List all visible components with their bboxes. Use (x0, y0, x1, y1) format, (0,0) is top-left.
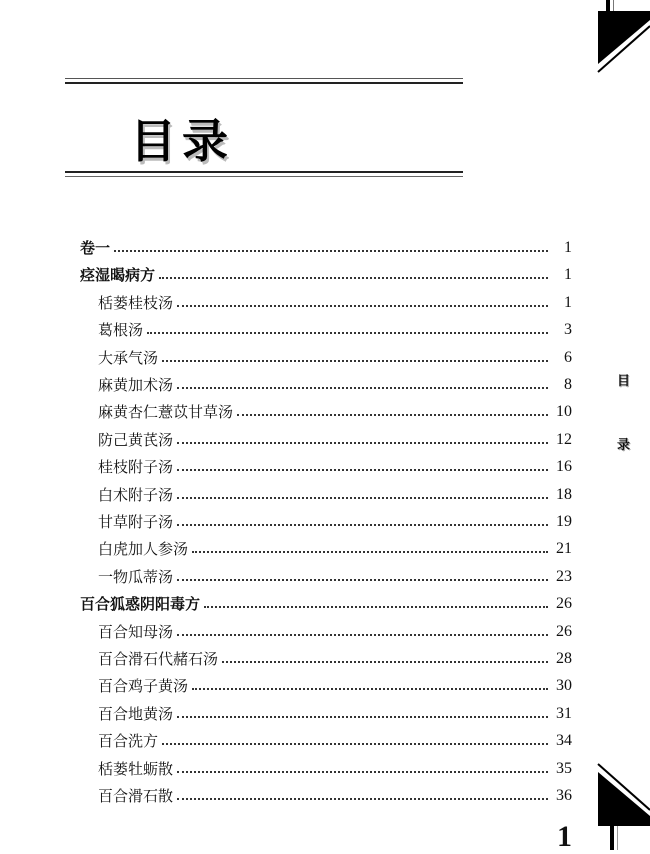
toc-entry-page: 18 (556, 485, 572, 503)
dot-leader (204, 605, 548, 608)
dot-leader (162, 742, 548, 745)
header-rule-top-thick (65, 82, 463, 84)
toc-entry-page: 30 (556, 677, 572, 695)
toc-entry-page: 1 (564, 266, 572, 284)
page-number: 1 (557, 820, 572, 853)
toc-entry-page: 28 (556, 650, 572, 667)
dot-leader (192, 687, 548, 690)
toc-entry[interactable] (98, 702, 572, 724)
toc-entry-page: 19 (556, 513, 572, 530)
toc-section-entry[interactable] (80, 592, 572, 614)
toc-entry-label: 百合知母汤 (98, 622, 174, 641)
toc-entry-page: 1 (564, 239, 572, 256)
toc-section-entry[interactable] (80, 236, 572, 258)
toc-entry-page: 26 (556, 595, 572, 613)
toc-entry-label: 百合洗方 (98, 732, 159, 751)
toc-entry-page: 1 (564, 293, 572, 311)
toc-entry-label: 百合鸡子黄汤 (98, 677, 189, 696)
toc-entry-label: 麻黄杏仁薏苡甘草汤 (98, 403, 234, 422)
side-tab-char-1: 目 (617, 374, 631, 389)
toc-entry[interactable] (98, 318, 572, 340)
toc-entry-label: 百合滑石散 (98, 787, 174, 805)
toc-entry[interactable] (98, 757, 572, 779)
toc-entry-label: 一物瓜蒂汤 (98, 567, 174, 586)
dot-leader (177, 468, 548, 471)
toc-entry-page: 35 (556, 759, 572, 777)
toc-entry[interactable] (98, 784, 572, 806)
toc-entry-label: 百合滑石代赭石汤 (98, 650, 219, 668)
toc-entry[interactable] (98, 291, 572, 313)
toc-entry-page: 8 (564, 376, 572, 393)
toc-entry-page: 12 (556, 430, 572, 448)
toc-entry-page: 26 (556, 622, 572, 640)
dot-leader (147, 331, 548, 334)
toc-entry-label: 百合地黄汤 (98, 704, 174, 723)
toc-entry-page: 34 (556, 732, 572, 750)
dot-leader (177, 578, 548, 581)
header-rule-top-thin (65, 78, 463, 79)
dot-leader (222, 660, 548, 663)
toc-entry-label: 葛根汤 (98, 321, 144, 340)
dot-leader (237, 413, 548, 416)
dot-leader (177, 770, 548, 773)
toc-section-entry[interactable] (80, 263, 572, 285)
toc-entry-label: 甘草附子汤 (98, 513, 174, 531)
toc-entry-page: 23 (556, 567, 572, 585)
toc-entry[interactable] (98, 510, 572, 532)
toc-entry-page: 31 (556, 704, 572, 722)
dot-leader (177, 715, 548, 718)
toc-entry-label: 白虎加人参汤 (98, 540, 189, 559)
toc-entry[interactable] (98, 400, 572, 422)
toc-entry-page: 10 (556, 403, 572, 421)
corner-ornament-bottom-icon (590, 750, 650, 850)
dot-leader (177, 304, 548, 307)
toc-entry-label: 栝蒌桂枝汤 (98, 293, 174, 312)
side-tab-char-2: 录 (617, 438, 631, 453)
dot-leader (177, 633, 548, 636)
toc-entry-label: 防己黄芪汤 (98, 430, 174, 449)
dot-leader (159, 276, 548, 279)
toc-entry-label: 痉湿暍病方 (80, 266, 156, 285)
toc-entry-label: 桂枝附子汤 (98, 458, 174, 477)
toc-entry-label: 大承气汤 (98, 348, 159, 367)
toc-entry[interactable] (98, 647, 572, 669)
header-rule-bottom-thick (65, 171, 463, 173)
page-title: 目录 (130, 114, 234, 168)
dot-leader (192, 550, 548, 553)
toc-entry-label: 白术附子汤 (98, 485, 174, 504)
toc-entry[interactable] (98, 565, 572, 587)
dot-leader (177, 386, 548, 389)
toc-entry-page: 16 (556, 458, 572, 476)
dot-leader (177, 441, 548, 444)
toc-entry[interactable] (98, 620, 572, 642)
toc-entry[interactable] (98, 428, 572, 450)
toc-entry[interactable] (98, 455, 572, 477)
dot-leader (177, 523, 548, 526)
dot-leader (114, 249, 548, 252)
toc-entry-page: 36 (556, 787, 572, 804)
toc-entry-label: 栝蒌牡蛎散 (98, 759, 174, 778)
toc-entry[interactable] (98, 729, 572, 751)
dot-leader (162, 359, 548, 362)
toc-entry-page: 3 (564, 321, 572, 339)
toc-entry[interactable] (98, 674, 572, 696)
toc-entry-label: 百合狐惑阴阳毒方 (80, 595, 201, 614)
toc-entry[interactable] (98, 483, 572, 505)
header-rule-bottom-thin (65, 176, 463, 177)
toc-entry[interactable] (98, 373, 572, 395)
toc-entry-label: 卷一 (80, 239, 111, 257)
dot-leader (177, 496, 548, 499)
toc-entry-page: 6 (564, 348, 572, 366)
corner-ornament-top-icon (590, 0, 650, 75)
toc-entry[interactable] (98, 346, 572, 368)
dot-leader (177, 797, 548, 800)
toc-entry-label: 麻黄加术汤 (98, 376, 174, 394)
toc-entry-page: 21 (556, 540, 572, 558)
toc-entry[interactable] (98, 537, 572, 559)
